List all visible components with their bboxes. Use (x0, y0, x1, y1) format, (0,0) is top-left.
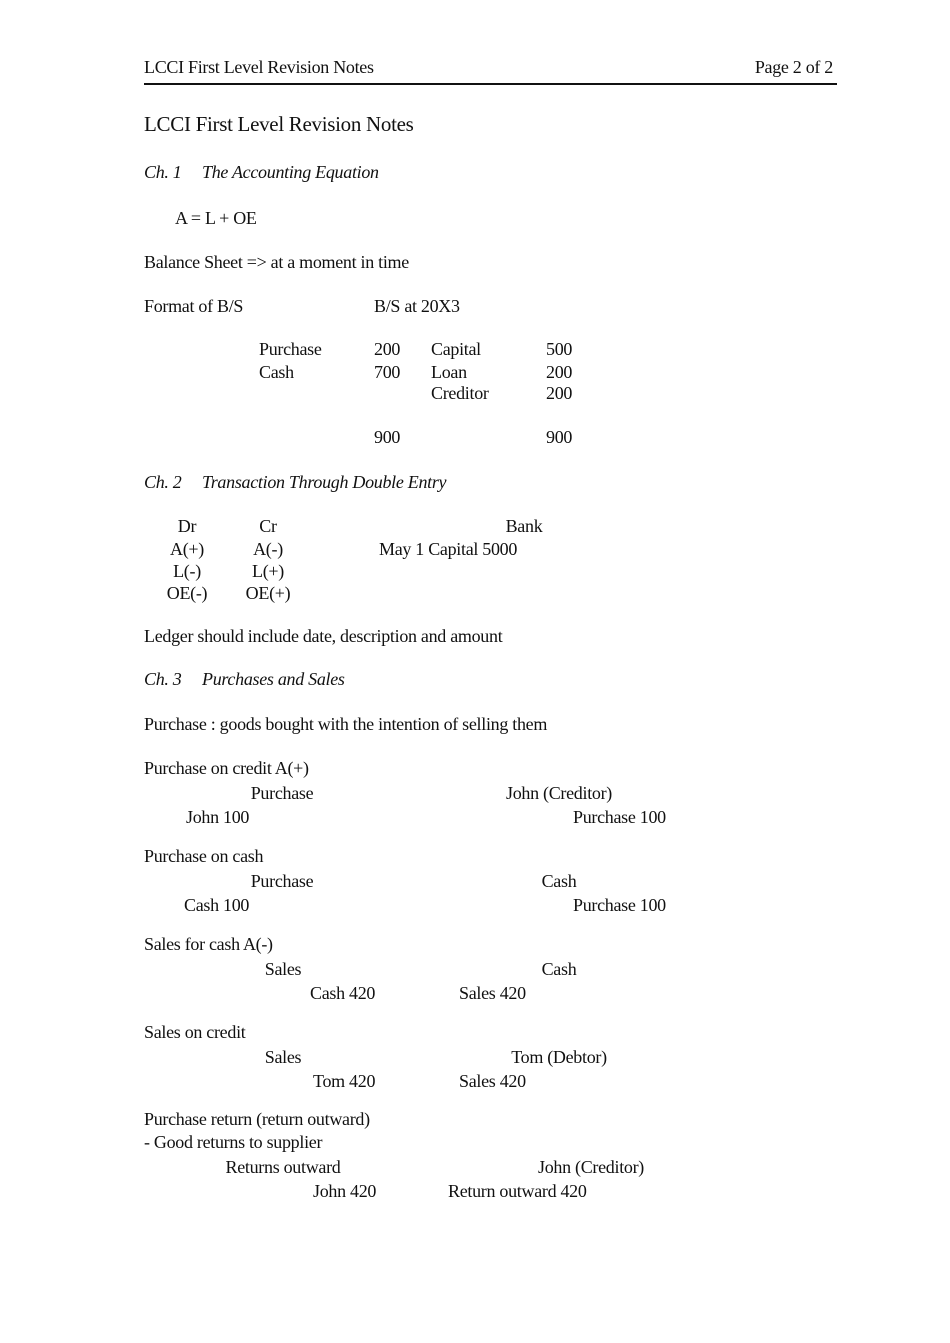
ledger-debit-entry: Cash 100 (184, 895, 250, 915)
bs-total-right: 900 (546, 427, 573, 447)
ledger-account-title: Sales (264, 1047, 302, 1067)
example-label: Purchase on cash (144, 846, 264, 866)
ledger-credit-entry: Cash 420 (310, 983, 376, 1003)
header-rule (144, 83, 837, 85)
dr-rule: A(+) (170, 539, 204, 559)
bs-liability-amount: 200 (546, 383, 573, 403)
bank-account-entry: May 1 Capital 5000 (379, 539, 518, 559)
chapter-1-title: The Accounting Equation (202, 162, 379, 182)
bs-asset-name: Cash (259, 362, 294, 382)
cr-rule: L(+) (252, 561, 284, 581)
bs-liability-name: Loan (431, 362, 467, 382)
chapter-3-title: Purchases and Sales (202, 669, 345, 689)
bs-asset-amount: 700 (374, 362, 401, 382)
page-number: Page 2 of 2 (754, 57, 833, 77)
chapter-3-number: Ch. 3 (144, 669, 182, 689)
purchase-definition: Purchase : goods bought with the intention of selling them (144, 714, 548, 734)
accounting-equation: A = L + OE (175, 208, 257, 228)
document-title: LCCI First Level Revision Notes (144, 112, 414, 136)
bs-total-left: 900 (374, 427, 401, 447)
cr-rule: OE(+) (245, 583, 291, 603)
bs-asset-amount: 200 (374, 339, 401, 359)
ledger-account-title: Sales (264, 959, 302, 979)
chapter-2-number: Ch. 2 (144, 472, 182, 492)
header-title: LCCI First Level Revision Notes (144, 57, 374, 77)
ledger-account-title: Cash (541, 959, 577, 979)
ledger-note: Ledger should include date, description and amount (144, 626, 503, 646)
ledger-account-title: John (Creditor) (506, 783, 612, 803)
ledger-account-title: Purchase (250, 871, 314, 891)
ledger-credit-entry: John 420 (313, 1181, 377, 1201)
ledger-credit-entry: Tom 420 (313, 1071, 376, 1091)
bs-liability-amount: 200 (546, 362, 573, 382)
chapter-1-number: Ch. 1 (144, 162, 182, 182)
bs-format-label: Format of B/S (144, 296, 244, 316)
ledger-debit-entry: Sales 420 (459, 1071, 526, 1091)
ledger-credit-entry: Purchase 100 (573, 807, 666, 827)
example-label: Sales on credit (144, 1022, 246, 1042)
bs-asset-name: Purchase (259, 339, 322, 359)
dr-rule: OE(-) (166, 583, 208, 603)
ledger-account-title: Tom (Debtor) (511, 1047, 607, 1067)
ledger-account-title: John (Creditor) (538, 1157, 644, 1177)
bs-liability-name: Capital (431, 339, 481, 359)
dr-header: Dr (177, 516, 197, 536)
example-sublabel: - Good returns to supplier (144, 1132, 323, 1152)
bs-liability-name: Creditor (431, 383, 489, 403)
ledger-account-title: Returns outward (225, 1157, 341, 1177)
ledger-account-title: Purchase (250, 783, 314, 803)
cr-header: Cr (259, 516, 277, 536)
bs-liability-amount: 500 (546, 339, 573, 359)
dr-rule: L(-) (173, 561, 201, 581)
bank-account-title: Bank (505, 516, 543, 536)
ledger-debit-entry: John 100 (186, 807, 250, 827)
balance-sheet-note: Balance Sheet => at a moment in time (144, 252, 409, 272)
example-label: Purchase on credit A(+) (144, 758, 309, 778)
chapter-2-title: Transaction Through Double Entry (202, 472, 447, 492)
example-label: Purchase return (return outward) (144, 1109, 370, 1129)
ledger-debit-entry: Return outward 420 (448, 1181, 587, 1201)
cr-rule: A(-) (253, 539, 283, 559)
bs-title: B/S at 20X3 (374, 296, 460, 316)
ledger-credit-entry: Purchase 100 (573, 895, 666, 915)
ledger-account-title: Cash (541, 871, 577, 891)
example-label: Sales for cash A(-) (144, 934, 273, 954)
ledger-debit-entry: Sales 420 (459, 983, 526, 1003)
